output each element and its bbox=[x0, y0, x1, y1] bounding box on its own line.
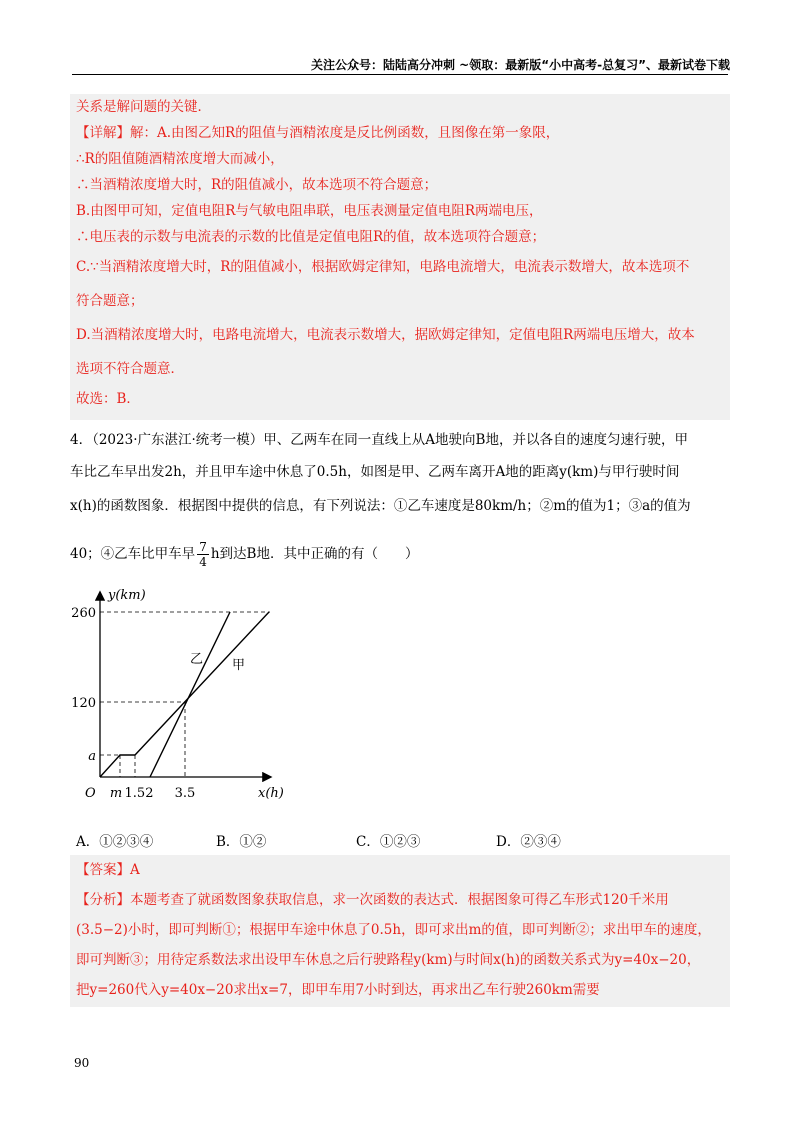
answer-line: 即可判断③；用待定系数法求出设甲车休息之后行驶路程y(km)与时间x(h)的函数关系式为y=40x−20， bbox=[76, 952, 701, 968]
fraction-seven-fourths bbox=[197, 540, 209, 569]
page-header: 关注公众号：陆陆高分冲刺 ~领取：最新版“小中高考-总复习”、最新试卷下载 bbox=[311, 58, 730, 72]
question-line-1: 4．（2023·广东湛江·统考一模）甲、乙两车在同一直线上从A地驶向B地，并以各自的速度匀速行驶，甲 bbox=[70, 432, 688, 448]
solution-line: 【详解】解：A.由图乙知R的阻值与酒精浓度是反比例函数，且图像在第一象限， bbox=[76, 125, 560, 141]
x-tick-m: m bbox=[109, 786, 123, 801]
solution-line: C.∵当酒精浓度增大时，R的阻值减小，根据欧姆定律知，电路电流增大，电流表示数增大，故本选项不 bbox=[76, 259, 690, 275]
option-a[interactable]: A．①②③④ bbox=[76, 834, 154, 850]
solution-line: B.由图甲可知，定值电阻R与气敏电阻串联，电压表测量定值电阻R两端电压， bbox=[76, 203, 543, 219]
y-axis-label: y(km) bbox=[108, 588, 146, 603]
question-line-3: x(h)的函数图象．根据图中提供的信息，有下列说法：①乙车速度是80km/h；②m的值为1；③a的值为 bbox=[70, 498, 691, 514]
solution-line: 选项不符合题意． bbox=[76, 361, 184, 377]
line-yi bbox=[150, 612, 230, 777]
line-jia bbox=[100, 612, 269, 777]
x-tick-152: 1.52 bbox=[124, 786, 154, 801]
answer-line: (3.5−2)小时，即可判断①；根据甲车途中休息了0.5h，即可求出m的值，即可判断②；求出甲车的速度， bbox=[76, 922, 711, 938]
question-line-4-start: 40；④乙车比甲车早 bbox=[70, 546, 196, 562]
solution-line: 故选：B． bbox=[76, 391, 140, 407]
answer-line: 【分析】本题考查了就函数图象获取信息，求一次函数的表达式．根据图象可得乙车形式120千米用 bbox=[76, 892, 669, 908]
answer-options bbox=[76, 830, 716, 852]
option-d[interactable]: D．②③④ bbox=[496, 834, 561, 850]
answer-analysis-block bbox=[70, 855, 730, 1007]
solution-line: ∴R的阻值随酒精浓度增大而减小， bbox=[76, 151, 284, 167]
line-jia-label: 甲 bbox=[232, 658, 246, 673]
header-rule bbox=[72, 74, 728, 75]
solution-line: ∴电压表的示数与电流表的示数的比值是定值电阻R的值，故本选项符合题意； bbox=[76, 229, 546, 245]
x-axis-label: x(h) bbox=[258, 786, 284, 801]
y-tick-260: 260 bbox=[71, 606, 96, 621]
option-c[interactable]: C．①②③ bbox=[356, 834, 421, 850]
fraction-denominator: 4 bbox=[199, 555, 207, 569]
solution-line: ∴当酒精浓度增大时，R的阻值减小，故本选项不符合题意； bbox=[76, 177, 438, 193]
fraction-numerator: 7 bbox=[199, 540, 207, 554]
solution-line: 符合题意； bbox=[76, 293, 144, 309]
question-line-4 bbox=[70, 540, 730, 569]
line-yi-label: 乙 bbox=[190, 652, 204, 667]
question-line-4-end: h到达B地．其中正确的有（ ） bbox=[210, 546, 419, 562]
x-tick-35: 3.5 bbox=[174, 786, 196, 801]
solution-line: 关系是解问题的关键． bbox=[76, 99, 211, 115]
solution-line: D.当酒精浓度增大时，电路电流增大，电流表示数增大，据欧姆定律知，定值电阻R两端电压增大，故本 bbox=[76, 327, 695, 343]
previous-solution-block bbox=[70, 94, 730, 420]
question-line-2: 车比乙车早出发2h，并且甲车途中休息了0.5h，如图是甲、乙两车离开A地的距离y(km)与甲行驶时间 bbox=[70, 464, 680, 480]
distance-time-graph bbox=[71, 585, 300, 810]
origin-label: O bbox=[85, 786, 96, 801]
y-tick-a: a bbox=[88, 749, 96, 764]
option-b[interactable]: B．①② bbox=[216, 834, 267, 850]
answer-line: 把y=260代入y=40x−20求出x=7，即甲车用7小时到达，再求出乙车行驶260km需要 bbox=[76, 982, 600, 998]
page-number: 90 bbox=[74, 1056, 90, 1070]
y-tick-120: 120 bbox=[71, 696, 96, 711]
answer-line: 【答案】A bbox=[76, 862, 140, 878]
